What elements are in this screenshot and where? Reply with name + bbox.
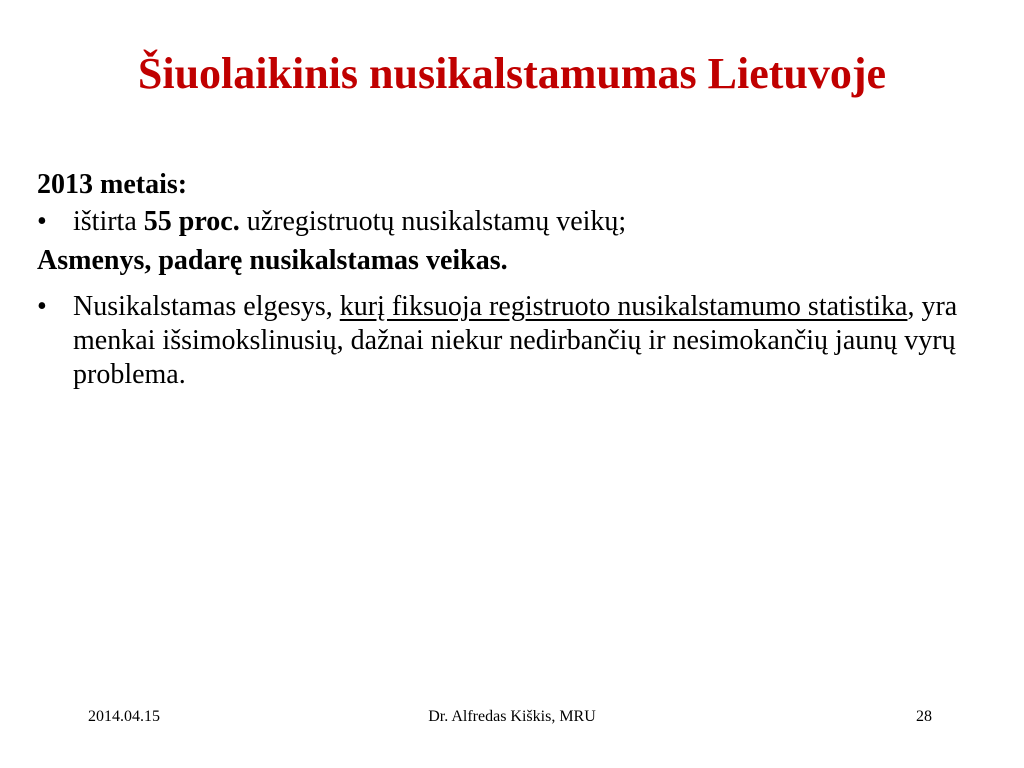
bullet-criminal-behavior (37, 290, 987, 392)
bullet2-underlined-statistics: kurį fiksuoja registruoto nusikalstamumo statistika (339, 291, 908, 322)
footer-date: 2014.04.15 (88, 708, 160, 725)
bullet1-text-end: užregistruotų nusikalstamų veikų; (239, 206, 627, 237)
persons-heading: Asmenys, padarę nusikalstamas veikas. (37, 245, 508, 276)
bullet-investigated (37, 205, 987, 239)
bullet-dot-icon: • (37, 206, 47, 237)
bullet-dot-icon: • (37, 291, 47, 322)
footer-page-number: 28 (916, 708, 932, 725)
slide-content (37, 168, 987, 392)
footer-author: Dr. Alfredas Kiškis, MRU (428, 708, 596, 725)
slide-title: Šiuolaikinis nusikalstamumas Lietuvoje (137, 49, 887, 98)
year-heading: 2013 metais: (37, 169, 188, 200)
bullet1-percent: 55 proc. (143, 206, 240, 237)
bullet1-text-start: ištirta (73, 206, 144, 237)
bullet2-text-start: Nusikalstamas elgesys, (73, 291, 340, 322)
bullet2-text-end: , yra menkai išsimokslinusių, dažnai niekur nedirbančių ir nesimokančių jaunų vyrų problema. (73, 291, 958, 390)
